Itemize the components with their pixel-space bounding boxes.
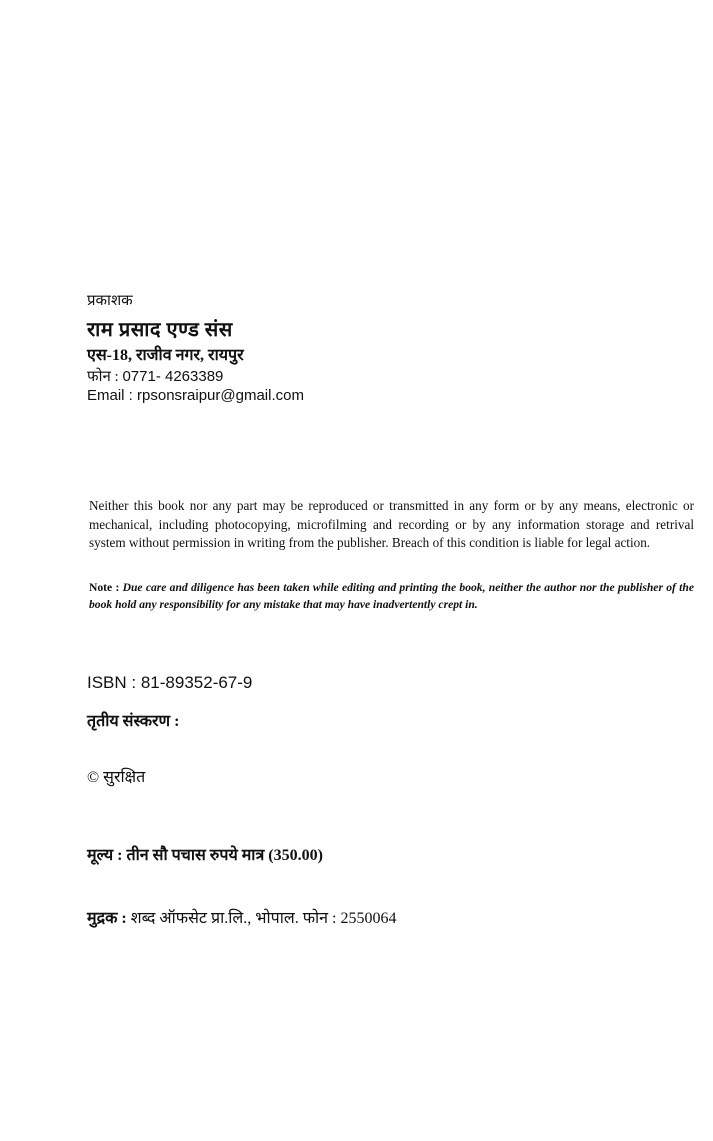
note-text: Due care and diligence has been taken while editing and printing the book, neither the author nor the publisher of the book hold any responsibility for any mistake that may have inadvertently crept in. — [89, 581, 694, 611]
publisher-label: प्रकाशक — [87, 293, 133, 309]
printer — [87, 906, 397, 928]
copyright: © सुरक्षित — [87, 769, 146, 786]
edition: तृतीय संस्करण : — [87, 713, 180, 730]
note-label: Note : — [89, 581, 123, 594]
publisher-phone — [87, 366, 223, 386]
publisher-address: एस-18, राजीव नगर, रायपुर — [87, 347, 244, 364]
printer-label: मुद्रक : — [87, 910, 131, 927]
phone-label: फोन : — [87, 369, 123, 385]
printer-text: शब्द ऑफसेट प्रा.लि., भोपाल. फोन : 2550064 — [130, 910, 397, 927]
disclaimer-note — [89, 579, 694, 613]
publisher-name: राम प्रसाद एण्ड संस — [87, 319, 233, 341]
rights-notice: Neither this book nor any part may be reproduced or transmitted in any form or by any means, electronic or mechanical, including photocopying, microfilming and recording or by any information storage and retrival system without permission in writing from the publisher. Breach of this condition is liable for legal action. — [89, 498, 694, 550]
price: मूल्य : तीन सौ पचास रुपये मात्र (350.00) — [87, 847, 323, 864]
isbn: ISBN : 81-89352-67-9 — [87, 673, 253, 692]
publisher-email: Email : rpsonsraipur@gmail.com — [87, 387, 304, 404]
phone-number: 0771- 4263389 — [122, 368, 224, 385]
